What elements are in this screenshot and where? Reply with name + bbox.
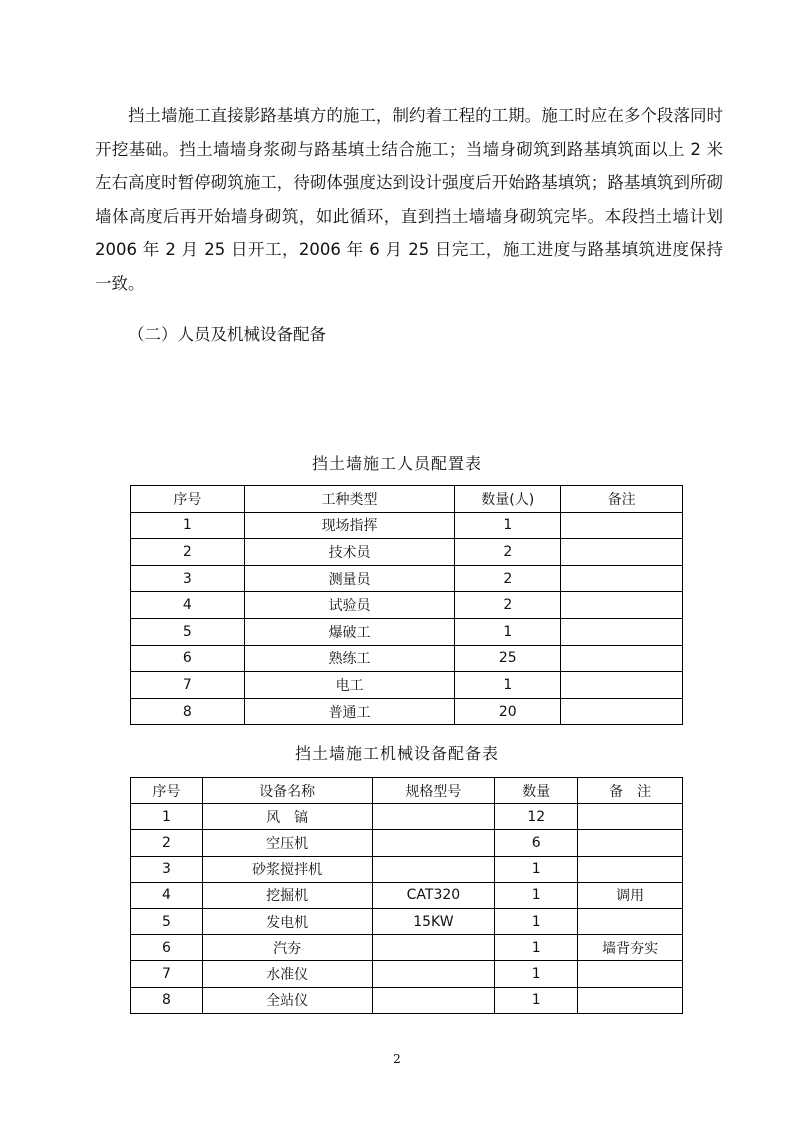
cell-seq: 2	[131, 539, 245, 566]
cell-name: 汽夯	[202, 935, 372, 961]
cell-note	[578, 908, 683, 934]
table-row	[131, 539, 683, 566]
cell-seq: 7	[131, 672, 245, 699]
cell-qty: 20	[455, 698, 561, 725]
table-row	[131, 830, 683, 856]
cell-note	[561, 698, 683, 725]
cell-spec	[372, 987, 495, 1013]
cell-note	[578, 830, 683, 856]
cell-seq: 4	[131, 592, 245, 619]
header-name: 设备名称	[202, 778, 372, 804]
cell-note	[578, 987, 683, 1013]
cell-qty: 1	[495, 935, 578, 961]
cell-type: 技术员	[244, 539, 455, 566]
personnel-table	[130, 485, 683, 725]
cell-name: 全站仪	[202, 987, 372, 1013]
cell-type: 试验员	[244, 592, 455, 619]
table-row	[131, 565, 683, 592]
cell-name: 砂浆搅拌机	[202, 856, 372, 882]
cell-name: 水准仪	[202, 961, 372, 987]
cell-seq: 7	[131, 961, 203, 987]
cell-qty: 2	[455, 565, 561, 592]
cell-qty: 12	[495, 804, 578, 830]
cell-type: 现场指挥	[244, 512, 455, 539]
table-header-row	[131, 486, 683, 513]
cell-name: 风 镐	[202, 804, 372, 830]
cell-type: 测量员	[244, 565, 455, 592]
cell-type: 爆破工	[244, 618, 455, 645]
cell-note	[561, 592, 683, 619]
header-note: 备 注	[578, 778, 683, 804]
table-row	[131, 935, 683, 961]
cell-note	[561, 618, 683, 645]
table-row	[131, 961, 683, 987]
cell-seq: 3	[131, 565, 245, 592]
cell-spec	[372, 830, 495, 856]
cell-seq: 1	[131, 512, 245, 539]
equipment-table-title: 挡土墙施工机械设备配备表	[294, 744, 499, 763]
table-row	[131, 672, 683, 699]
cell-note	[561, 565, 683, 592]
cell-qty: 1	[455, 618, 561, 645]
cell-qty: 1	[495, 882, 578, 908]
table-row	[131, 804, 683, 830]
body-paragraph: 挡土墙施工直接影路基填方的施工，制约着工程的工期。施工时应在多个段落同时开挖基础。挡土墙墙身浆砌与路基填土结合施工；当墙身砌筑到路基填筑面以上 2 米左右高度时暂停砌筑施工，待砌体强度达到设计强度后开始路基填筑；路基填筑到所砌墙体高度后再开始墙身砌筑，如此循环，直到挡土墙墙身砌筑完毕。本段挡土墙计划 2006 年 2 月 25 日开工，2006 年 6 月 25 日完工，施工进度与路基填筑进度保持一致。	[95, 106, 723, 293]
section-subheading: （二）人员及机械设备配备	[128, 325, 326, 344]
cell-qty: 1	[495, 961, 578, 987]
cell-note	[578, 961, 683, 987]
table-row	[131, 645, 683, 672]
cell-seq: 6	[131, 645, 245, 672]
header-spec: 规格型号	[372, 778, 495, 804]
cell-qty: 6	[495, 830, 578, 856]
cell-qty: 2	[455, 539, 561, 566]
cell-spec	[372, 935, 495, 961]
personnel-table-title: 挡土墙施工人员配置表	[311, 454, 482, 473]
cell-qty: 1	[495, 856, 578, 882]
cell-note	[561, 645, 683, 672]
header-qty: 数量	[495, 778, 578, 804]
cell-spec: CAT320	[372, 882, 495, 908]
cell-seq: 8	[131, 698, 245, 725]
cell-seq: 8	[131, 987, 203, 1013]
cell-seq: 5	[131, 908, 203, 934]
equipment-table	[130, 777, 683, 1014]
cell-qty: 1	[455, 672, 561, 699]
page-number: 2	[393, 1052, 401, 1066]
header-seq: 序号	[131, 486, 245, 513]
cell-name: 发电机	[202, 908, 372, 934]
table-row	[131, 512, 683, 539]
table-row	[131, 698, 683, 725]
cell-seq: 4	[131, 882, 203, 908]
cell-note	[561, 539, 683, 566]
cell-note	[561, 512, 683, 539]
table-row	[131, 908, 683, 934]
cell-note: 墙背夯实	[578, 935, 683, 961]
cell-note: 调用	[578, 882, 683, 908]
table-row	[131, 882, 683, 908]
table-row	[131, 618, 683, 645]
cell-qty: 1	[495, 908, 578, 934]
cell-seq: 3	[131, 856, 203, 882]
cell-note	[561, 672, 683, 699]
cell-type: 普通工	[244, 698, 455, 725]
header-seq: 序号	[131, 778, 203, 804]
cell-note	[578, 856, 683, 882]
cell-seq: 1	[131, 804, 203, 830]
cell-spec: 15KW	[372, 908, 495, 934]
cell-note	[578, 804, 683, 830]
cell-name: 空压机	[202, 830, 372, 856]
cell-name: 挖掘机	[202, 882, 372, 908]
header-type: 工种类型	[244, 486, 455, 513]
cell-spec	[372, 961, 495, 987]
cell-qty: 1	[455, 512, 561, 539]
table-row	[131, 592, 683, 619]
cell-type: 电工	[244, 672, 455, 699]
cell-type: 熟练工	[244, 645, 455, 672]
header-note: 备注	[561, 486, 683, 513]
cell-spec	[372, 856, 495, 882]
cell-qty: 1	[495, 987, 578, 1013]
table-row	[131, 856, 683, 882]
cell-seq: 6	[131, 935, 203, 961]
cell-qty: 25	[455, 645, 561, 672]
table-row	[131, 987, 683, 1013]
cell-seq: 2	[131, 830, 203, 856]
cell-seq: 5	[131, 618, 245, 645]
cell-spec	[372, 804, 495, 830]
header-qty: 数量(人)	[455, 486, 561, 513]
table-header-row	[131, 778, 683, 804]
cell-qty: 2	[455, 592, 561, 619]
